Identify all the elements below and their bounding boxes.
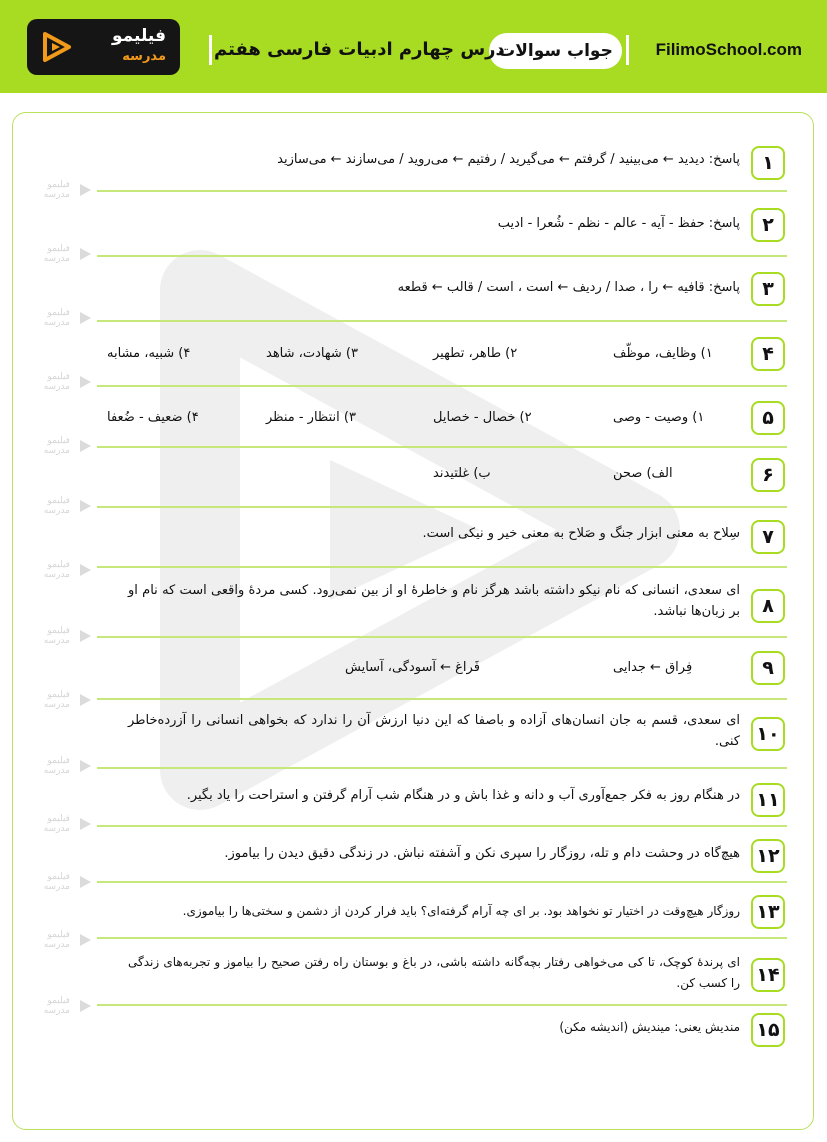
answer-cell: ۳) شهادت، شاهد (266, 346, 358, 361)
side-brand-bottom: مدرسه (43, 382, 70, 392)
side-brand-bottom: مدرسه (43, 636, 70, 646)
side-brand-text (30, 560, 70, 580)
side-brand-mark (30, 996, 100, 1018)
brand-logo[interactable] (27, 19, 180, 75)
side-play-icon (78, 759, 92, 773)
header-divider-left (209, 35, 212, 65)
side-brand-top: فیلیمو (47, 180, 70, 190)
side-brand-top: فیلیمو (47, 560, 70, 570)
question-number-badge: ۱۳ (751, 895, 785, 929)
side-brand-bottom: مدرسه (43, 318, 70, 328)
question-number-badge: ۶ (751, 458, 785, 492)
side-brand-bottom: مدرسه (43, 190, 70, 200)
side-brand-mark (30, 244, 100, 266)
question-number-badge: ۸ (751, 589, 785, 623)
answer-text: ای سعدی، قسم به جان انسان‌های آزاده و باصفا که این دنیا ارزش آن را ندارد که بخواهی انسانی را آزرده‌خاطر کنی. (128, 713, 740, 749)
answers-pill: جواب سوالات (489, 33, 622, 69)
side-brand-bottom: مدرسه (43, 570, 70, 580)
side-play-icon (78, 311, 92, 325)
side-brand-bottom: مدرسه (43, 882, 70, 892)
answer-cell: ۱) وصیت - وصی (613, 410, 705, 425)
side-brand-top: فیلیمو (47, 756, 70, 766)
row-divider (97, 767, 787, 769)
question-number-badge: ۷ (751, 520, 785, 554)
row-divider (97, 385, 787, 387)
answer-cell: فَراغ ← آسودگی، آسایش (345, 660, 480, 675)
side-brand-text (30, 496, 70, 516)
answer-text: روزگار هیچ‌وقت در اختیار تو نخواهد بود. بر ای چه آرام گرفته‌ای؟ باید فرار کردن از دشمن و سختی‌ها را بیاموزی. (182, 904, 740, 918)
page-title: درس چهارم ادبیات فارسی هفتم (214, 39, 505, 60)
answer-text: سِلاح به معنی ابزار جنگ و صَلاح به معنی خیر و نیکی است. (422, 526, 740, 541)
side-brand-top: فیلیمو (47, 372, 70, 382)
answer-text: پاسخ: حفظ - آیه - عالم - نظم - شُعرا - ادیب (497, 216, 740, 231)
side-play-icon (78, 439, 92, 453)
side-brand-mark (30, 308, 100, 330)
answer-text: هیچ‌گاه در وحشت دام و تله، روزگار را سپری نکن و آشفته نباش. در زندگی دقیق دیدن را بیاموز. (224, 846, 740, 861)
side-brand-top: فیلیمو (47, 930, 70, 940)
side-brand-bottom: مدرسه (43, 254, 70, 264)
row-divider (97, 566, 787, 568)
question-number-badge: ۳ (751, 272, 785, 306)
side-brand-bottom: مدرسه (43, 824, 70, 834)
answer-cell: ۴) ضعیف - ضُعفا (107, 410, 199, 425)
brand-name-top: فیلیمو (111, 26, 166, 46)
side-brand-text (30, 872, 70, 892)
question-number-badge: ۱۲ (751, 839, 785, 873)
side-play-icon (78, 629, 92, 643)
answer-cell: ۲) طاهر، تطهیر (433, 346, 518, 361)
answer-cell: فِراق ← جدایی (613, 660, 693, 675)
side-brand-mark (30, 756, 100, 778)
side-play-icon (78, 183, 92, 197)
row-divider (97, 320, 787, 322)
side-brand-text (30, 930, 70, 950)
answer-cell: ۱) وظایف، موظّف (613, 346, 713, 361)
answer-cell: الف) صحن (613, 466, 673, 481)
page-header (0, 0, 827, 93)
side-play-icon (78, 817, 92, 831)
side-play-icon (78, 247, 92, 261)
side-brand-mark (30, 372, 100, 394)
side-brand-top: فیلیمو (47, 496, 70, 506)
side-brand-mark (30, 560, 100, 582)
side-play-icon (78, 875, 92, 889)
question-number-badge: ۱۴ (751, 958, 785, 992)
question-number-badge: ۱۵ (751, 1013, 785, 1047)
side-brand-text (30, 626, 70, 646)
answer-text: پاسخ: دیدید ← می‌بینید / گرفتم ← می‌گیرید / رفتیم ← می‌روید / می‌سازند ← می‌سازید (277, 152, 740, 167)
brand-name-bottom: مدرسه (122, 49, 166, 64)
side-brand-mark (30, 496, 100, 518)
side-play-icon (78, 563, 92, 577)
side-brand-mark (30, 690, 100, 712)
row-divider (97, 937, 787, 939)
side-brand-bottom: مدرسه (43, 700, 70, 710)
answer-text: ای پرندهٔ کوچک، تا کی می‌خواهی رفتار بچه‌گانه داشته باشی، در باغ و بوستان راه رفتن صحیح را بیاموز و تجربه‌های زندگی را کسب کن. (128, 955, 740, 990)
question-number-badge: ۲ (751, 208, 785, 242)
side-brand-text (30, 756, 70, 776)
answer-text: در هنگام روز به فکر جمع‌آوری آب و دانه و غذا باش و در هنگام شب آرام گرفتن و استراحت را یاد بگیر. (186, 788, 740, 803)
side-play-icon (78, 933, 92, 947)
answer-cell: ۳) انتظار - منظر (266, 410, 356, 425)
side-brand-top: فیلیمو (47, 872, 70, 882)
side-brand-bottom: مدرسه (43, 446, 70, 456)
answer-cell: ب) غلتیدند (433, 466, 491, 481)
side-brand-top: فیلیمو (47, 814, 70, 824)
side-brand-text (30, 690, 70, 710)
question-number-badge: ۱۱ (751, 783, 785, 817)
side-brand-top: فیلیمو (47, 436, 70, 446)
question-number-badge: ۱۰ (751, 717, 785, 751)
row-divider (97, 506, 787, 508)
side-brand-mark (30, 626, 100, 648)
side-brand-text (30, 372, 70, 392)
row-divider (97, 698, 787, 700)
play-logo-icon (41, 31, 73, 63)
side-brand-bottom: مدرسه (43, 940, 70, 950)
side-brand-bottom: مدرسه (43, 1006, 70, 1016)
answer-cell: ۴) شبیه، مشابه (107, 346, 191, 361)
site-url: FilimoSchool.com (655, 40, 802, 59)
side-brand-top: فیلیمو (47, 626, 70, 636)
side-brand-bottom: مدرسه (43, 506, 70, 516)
side-brand-bottom: مدرسه (43, 766, 70, 776)
side-play-icon (78, 693, 92, 707)
side-brand-top: فیلیمو (47, 996, 70, 1006)
answer-text: پاسخ: قافیه ← را ، صدا / ردیف ← است ، است / قالب ← قطعه (397, 280, 740, 295)
row-divider (97, 255, 787, 257)
side-brand-mark (30, 436, 100, 458)
side-brand-mark (30, 180, 100, 202)
question-number-badge: ۹ (751, 651, 785, 685)
side-brand-top: فیلیمو (47, 308, 70, 318)
question-number-badge: ۵ (751, 401, 785, 435)
side-play-icon (78, 375, 92, 389)
question-number-badge: ۱ (751, 146, 785, 180)
side-brand-text (30, 436, 70, 456)
answer-text: ای سعدی، انسانی که نام نیکو داشته باشد هرگز نام و خاطرهٔ او از بین نمی‌رود. کسی مردهٔ واقعی است که نام او بر زبان‌ها نباشد. (128, 583, 740, 619)
side-brand-top: فیلیمو (47, 690, 70, 700)
row-divider (97, 190, 787, 192)
question-number-badge: ۴ (751, 337, 785, 371)
side-brand-text (30, 996, 70, 1016)
row-divider (97, 1004, 787, 1006)
answer-cell: ۲) خصال - خصایل (433, 410, 532, 425)
side-brand-text (30, 180, 70, 200)
row-divider (97, 825, 787, 827)
side-brand-mark (30, 814, 100, 836)
side-brand-text (30, 814, 70, 834)
side-brand-mark (30, 930, 100, 952)
header-divider (626, 35, 629, 65)
row-divider (97, 881, 787, 883)
row-divider (97, 636, 787, 638)
row-divider (97, 446, 787, 448)
side-brand-text (30, 244, 70, 264)
side-play-icon (78, 999, 92, 1013)
side-brand-top: فیلیمو (47, 244, 70, 254)
side-play-icon (78, 499, 92, 513)
answer-text: مندیش یعنی: میندیش (اندیشه مکن) (559, 1020, 740, 1034)
side-brand-text (30, 308, 70, 328)
side-brand-mark (30, 872, 100, 894)
